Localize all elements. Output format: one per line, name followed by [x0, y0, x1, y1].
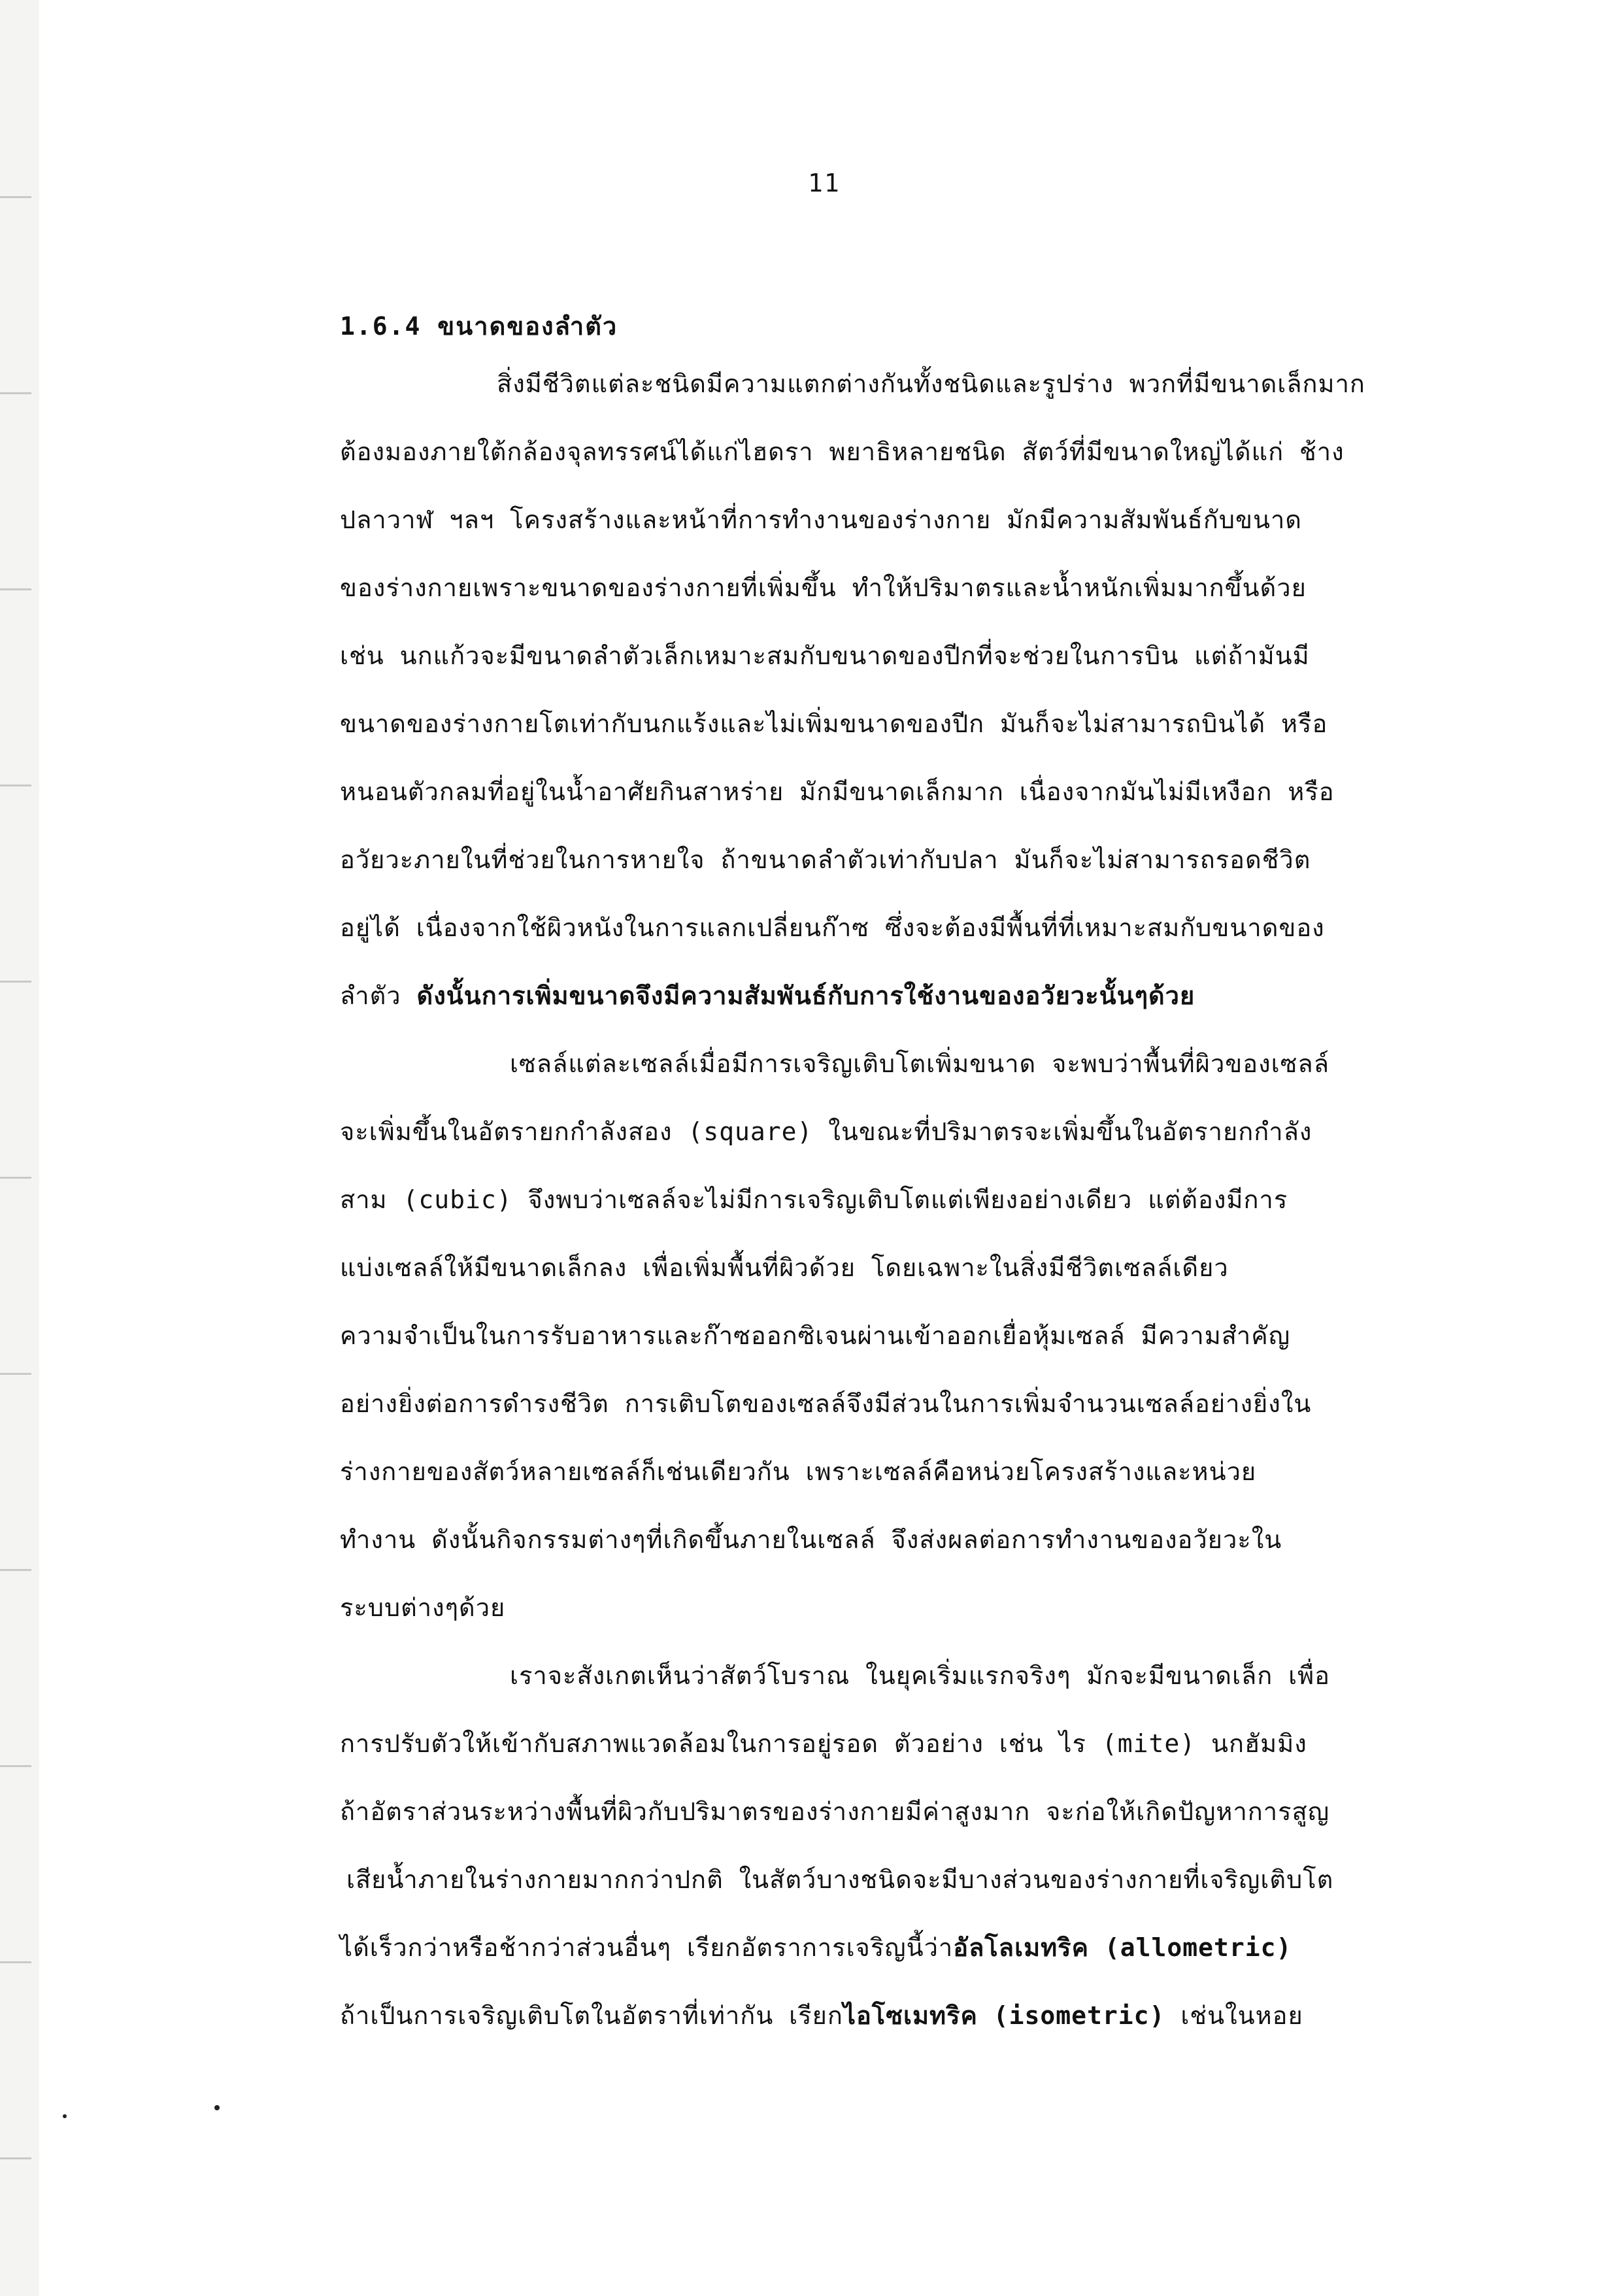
margin-tick [0, 1961, 31, 1963]
paragraph-1-line-10 [340, 975, 1195, 1015]
margin-tick [0, 1765, 31, 1767]
paragraph-2-line-2: จะเพิ่มขึ้นในอัตรายกกำลังสอง (square) ในขณะที่ปริมาตรจะเพิ่มขึ้นในอัตรายกกำลัง [340, 1117, 1312, 1146]
margin-tick [0, 392, 31, 394]
paragraph-2-line-7: ร่างกายของสัตว์หลายเซลล์ก็เช่นเดียวกัน เพราะเซลล์คือหน่วยโครงสร้างและหน่วย [340, 1457, 1257, 1486]
paragraph-2-line-5: ความจำเป็นในการรับอาหารและก๊าซออกซิเจนผ่านเข้าออกเยื่อหุ้มเซลล์ มีความสำคัญ [340, 1321, 1291, 1350]
paragraph-2-line-6: อย่างยิ่งต่อการดำรงชีวิต การเติบโตของเซลล์จึงมีส่วนในการเพิ่มจำนวนเซลล์อย่างยิ่งใน [340, 1389, 1312, 1418]
paragraph-1-line-7: หนอนตัวกลมที่อยู่ในน้ำอาศัยกินสาหร่าย มักมีขนาดเล็กมาก เนื่องจากมันไม่มีเหงือก หรือ [340, 777, 1335, 806]
paragraph-3-line-4: เสียน้ำภายในร่างกายมากกว่าปกติ ในสัตว์บางชนิดจะมีบางส่วนของร่างกายที่เจริญเติบโต [346, 1865, 1334, 1894]
paragraph-3-line-1: เราจะสังเกตเห็นว่าสัตว์โบราณ ในยุคเริ่มแรกจริงๆ มักจะมีขนาดเล็ก เพื่อ [510, 1661, 1331, 1690]
page-number: 11 [808, 169, 841, 197]
paragraph-3-line-5 [340, 1927, 1292, 1967]
margin-tick [0, 1569, 31, 1571]
paragraph-1-line-2: ต้องมองภายใต้กล้องจุลทรรศน์ได้แก่ไฮดรา พยาธิหลายชนิด สัตว์ที่มีขนาดใหญ่ได้แก่ ช้าง [340, 437, 1345, 466]
paragraph-1-line-6: ขนาดของร่างกายโตเท่ากับนกแร้งและไม่เพิ่มขนาดของปีก มันก็จะไม่สามารถบินได้ หรือ [340, 709, 1328, 738]
margin-tick [0, 2157, 31, 2159]
section-title: ขนาดของลำตัว [437, 312, 618, 341]
paragraph-1-last-plain: ลำตัว [340, 981, 401, 1010]
page-left-margin [0, 0, 39, 2296]
margin-tick [0, 785, 31, 786]
margin-tick [0, 1373, 31, 1375]
paragraph-3-line-5-plain: ได้เร็วกว่าหรือช้ากว่าส่วนอื่นๆ เรียกอัตราการเจริญนี้ว่า [340, 1933, 954, 1962]
paragraph-2-line-9: ระบบต่างๆด้วย [340, 1593, 506, 1622]
section-heading [340, 306, 618, 346]
paragraph-2-line-8: ทำงาน ดังนั้นกิจกรรมต่างๆที่เกิดขึ้นภายในเซลล์ จึงส่งผลต่อการทำงานของอวัยวะใน [340, 1525, 1282, 1554]
margin-tick [0, 196, 31, 198]
paragraph-2-line-3: สาม (cubic) จึงพบว่าเซลล์จะไม่มีการเจริญเติบโตแต่เพียงอย่างเดียว แต่ต้องมีการ [340, 1185, 1288, 1214]
term-isometric: ไอโซเมทริค (isometric) [843, 2001, 1165, 2030]
paragraph-1-conclusion: ดังนั้นการเพิ่มขนาดจึงมีความสัมพันธ์กับการใช้งานของอวัยวะนั้นๆด้วย [416, 981, 1195, 1010]
margin-tick [0, 981, 31, 983]
margin-tick [0, 1177, 31, 1179]
paragraph-2-line-1: เซลล์แต่ละเซลล์เมื่อมีการเจริญเติบโตเพิ่มขนาด จะพบว่าพื้นที่ผิวของเซลล์ [510, 1049, 1329, 1078]
term-allometric: อัลโลเมทริค (allometric) [953, 1933, 1292, 1962]
paragraph-3-line-6-plain-b: เช่นในหอย [1165, 2001, 1303, 2030]
section-number: 1.6.4 [340, 312, 422, 341]
paragraph-3-line-3: ถ้าอัตราส่วนระหว่างพื้นที่ผิวกับปริมาตรของร่างกายมีค่าสูงมาก จะก่อให้เกิดปัญหาการสูญ [340, 1797, 1330, 1826]
paragraph-1-line-4: ของร่างกายเพราะขนาดของร่างกายที่เพิ่มขึ้น ทำให้ปริมาตรและน้ำหนักเพิ่มมากขึ้นด้วย [340, 573, 1307, 602]
paragraph-2-line-4: แบ่งเซลล์ให้มีขนาดเล็กลง เพื่อเพิ่มพื้นที่ผิวด้วย โดยเฉพาะในสิ่งมีชีวิตเซลล์เดียว [340, 1253, 1229, 1282]
paragraph-3-line-2: การปรับตัวให้เข้ากับสภาพแวดล้อมในการอยู่รอด ตัวอย่าง เช่น ไร (mite) นกฮัมมิง [340, 1729, 1307, 1758]
paragraph-1-line-9: อยู่ได้ เนื่องจากใช้ผิวหนังในการแลกเปลี่ยนก๊าซ ซึ่งจะต้องมีพื้นที่ที่เหมาะสมกับขนาดของ [340, 913, 1325, 942]
paragraph-3-line-6-plain-a: ถ้าเป็นการเจริญเติบโตในอัตราที่เท่ากัน เรียก [340, 2001, 843, 2030]
paragraph-1-line-1: สิ่งมีชีวิตแต่ละชนิดมีความแตกต่างกันทั้งชนิดและรูปร่าง พวกที่มีขนาดเล็กมาก [497, 369, 1365, 398]
margin-tick [0, 588, 31, 590]
scan-speck [214, 2105, 220, 2110]
paragraph-1-line-3: ปลาวาฬ ฯลฯ โครงสร้างและหน้าที่การทำงานของร่างกาย มักมีความสัมพันธ์กับขนาด [340, 505, 1302, 534]
paragraph-1-line-5: เช่น นกแก้วจะมีขนาดลำตัวเล็กเหมาะสมกับขนาดของปีกที่จะช่วยในการบิน แต่ถ้ามันมี [340, 641, 1310, 670]
paragraph-3-line-6 [340, 1995, 1303, 2035]
paragraph-1-line-8: อวัยวะภายในที่ช่วยในการหายใจ ถ้าขนาดลำตัวเท่ากับปลา มันก็จะไม่สามารถรอดชีวิต [340, 845, 1311, 874]
scan-speck [63, 2114, 67, 2118]
